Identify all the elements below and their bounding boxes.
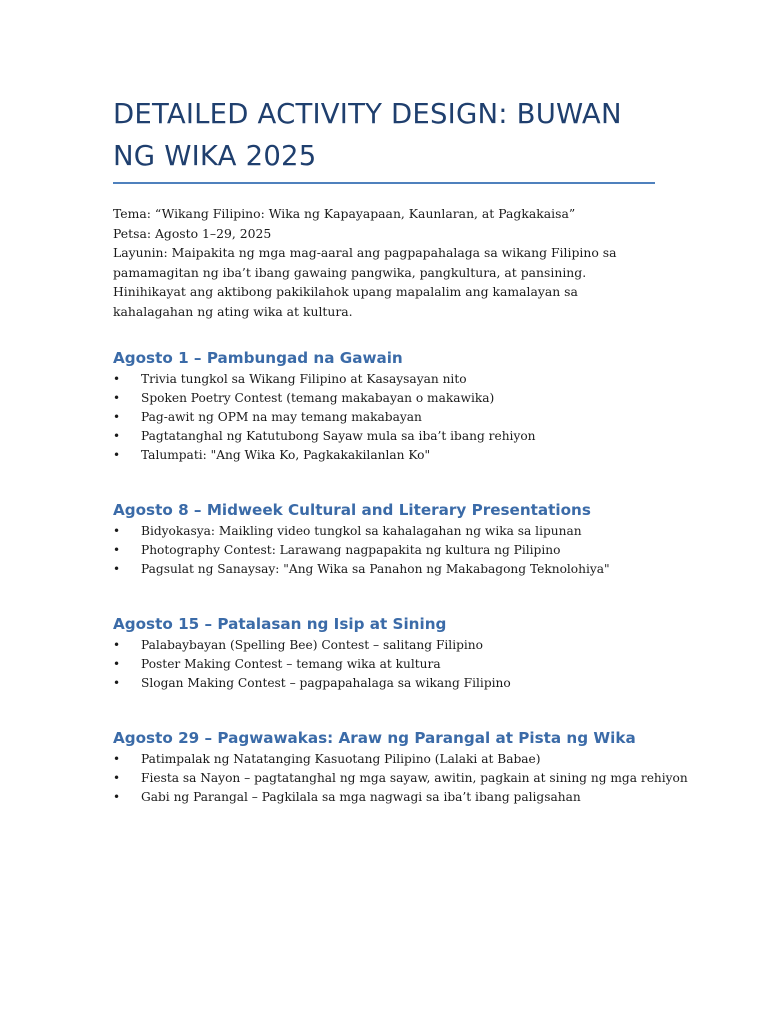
section-agosto-8 (113, 500, 655, 579)
bullet-icon: • (113, 790, 121, 804)
list-item (113, 750, 655, 769)
section-agosto-1 (113, 348, 655, 465)
section-agosto-15 (113, 614, 655, 693)
list-item (113, 769, 688, 788)
list-item-text: Spoken Poetry Contest (temang makabayan o makawika) (141, 391, 495, 405)
list-item (113, 636, 655, 655)
section-heading: Agosto 29 – Pagwawakas: Araw ng Parangal at Pista ng Wika (113, 729, 636, 747)
bullet-icon: • (113, 410, 121, 424)
list-item (113, 408, 655, 427)
bullet-icon: • (113, 562, 121, 576)
list-item-text: Pag-awit ng OPM na may temang makabayan (141, 410, 422, 424)
tema-line: Tema: “Wikang Filipino: Wika ng Kapayapaan, Kaunlaran, at Pagkakaisa” (113, 206, 576, 221)
list-item (113, 541, 655, 560)
list-item-text: Pagtatanghal ng Katutubong Sayaw mula sa iba’t ibang rehiyon (141, 429, 536, 443)
list-item (113, 674, 655, 693)
section-heading: Agosto 1 – Pambungad na Gawain (113, 349, 403, 367)
list-item (113, 560, 655, 579)
list-item (113, 389, 655, 408)
list-item (113, 427, 655, 446)
title-underline (113, 182, 655, 184)
list-item-text: Gabi ng Parangal – Pagkilala sa mga nagwagi sa iba’t ibang paligsahan (141, 790, 581, 804)
bullet-icon: • (113, 752, 121, 766)
document-title: DETAILED ACTIVITY DESIGN: BUWAN NG WIKA 2025 (113, 98, 622, 172)
list-item-text: Photography Contest: Larawang nagpapakita ng kultura ng Pilipino (141, 543, 561, 557)
layunin-paragraph: Layunin: Maipakita ng mga mag-aaral ang pagpapahalaga sa wikang Filipino sa pamamagitan ng iba’t ibang gawaing pangwika, pangkultura, at pansining. Hinihikayat ang aktibong pakikilahok upang mapalalim ang kamalayan sa kahalagahan ng ating wika at kultura. (113, 245, 617, 319)
bullet-icon: • (113, 448, 121, 462)
list-item (113, 522, 655, 541)
bullet-icon: • (113, 771, 121, 785)
bullet-icon: • (113, 372, 121, 386)
list-item-text: Bidyokasya: Maikling video tungkol sa kahalagahan ng wika sa lipunan (141, 524, 582, 538)
petsa-line: Petsa: Agosto 1–29, 2025 (113, 225, 272, 241)
bullet-icon: • (113, 638, 121, 652)
bullet-icon: • (113, 657, 121, 671)
bullet-icon: • (113, 543, 121, 557)
document-page (113, 0, 688, 804)
list-item-text: Trivia tungkol sa Wikang Filipino at Kasaysayan nito (141, 372, 467, 386)
list-item (113, 788, 655, 807)
bullet-icon: • (113, 524, 121, 538)
activity-list (113, 636, 655, 693)
document-meta (113, 204, 655, 322)
list-item-text: Fiesta sa Nayon – pagtatanghal ng mga sayaw, awitin, pagkain at sining ng mga rehiyon (141, 771, 688, 785)
list-item-text: Patimpalak ng Natatanging Kasuotang Pilipino (Lalaki at Babae) (141, 752, 541, 766)
list-item-text: Poster Making Contest – temang wika at kultura (141, 657, 441, 671)
section-heading: Agosto 15 – Patalasan ng Isip at Sining (113, 615, 447, 633)
list-item-text: Talumpati: "Ang Wika Ko, Pagkakakilanlan Ko" (141, 448, 431, 462)
list-item-text: Palabaybayan (Spelling Bee) Contest – salitang Filipino (141, 638, 483, 652)
list-item (113, 370, 655, 389)
list-item-text: Slogan Making Contest – pagpapahalaga sa wikang Filipino (141, 676, 511, 690)
bullet-icon: • (113, 429, 121, 443)
list-item-text: Pagsulat ng Sanaysay: "Ang Wika sa Panahon ng Makabagong Teknolohiya" (141, 562, 610, 576)
list-item (113, 446, 655, 465)
section-heading: Agosto 8 – Midweek Cultural and Literary Presentations (113, 501, 591, 519)
bullet-icon: • (113, 391, 121, 405)
activity-list (113, 750, 688, 807)
list-item (113, 655, 655, 674)
activity-list (113, 370, 655, 465)
bullet-icon: • (113, 676, 121, 690)
activity-list (113, 522, 655, 579)
section-agosto-29 (113, 728, 688, 807)
